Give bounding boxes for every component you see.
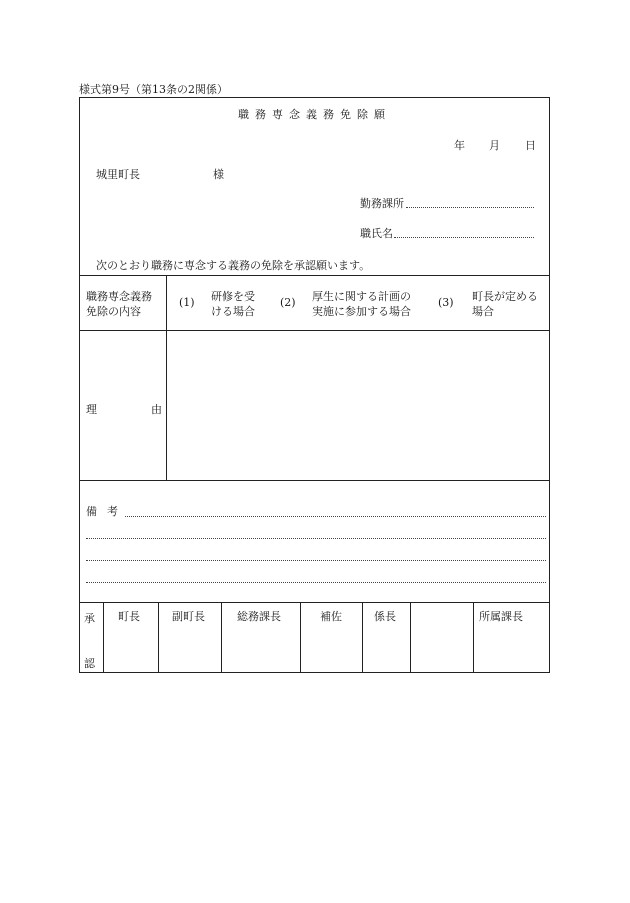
form-title: 職務専念義務免除願 [238,108,391,121]
reason-input-area[interactable] [167,331,549,480]
approval-divider [103,602,104,672]
option-1-text[interactable]: 研修を受 ける場合 [211,290,255,318]
remarks-line[interactable] [86,538,546,539]
addressee: 城里町長 [96,168,140,181]
approval-label-bottom: 認 [84,657,95,670]
remarks-line[interactable] [86,582,546,583]
approval-divider [410,602,411,672]
option-2-text[interactable]: 厚生に関する計画の 実施に参加する場合 [312,290,411,318]
reason-label-right: 由 [151,403,162,416]
office-label: 勤務課所 [360,197,404,210]
form-caption: 様式第9号（第13条の2関係） [79,83,228,96]
date-month: 月 [489,139,500,152]
option-1-num: (1) [179,296,195,309]
divider [80,275,549,276]
option-3-num: (3) [438,296,454,309]
date-day: 日 [525,139,536,152]
remarks-line[interactable] [86,560,546,561]
approval-deputy-mayor: 副町長 [172,610,205,623]
date-year: 年 [454,139,465,152]
remarks-label: 備考 [86,505,128,518]
approval-label-top: 承 [84,612,95,625]
divider [80,602,549,603]
option-3-text[interactable]: 町長が定める 場合 [472,290,538,318]
request-text: 次のとおり職務に専念する義務の免除を承認願います。 [96,259,371,272]
approval-divider [158,602,159,672]
approval-dept-chief: 所属課長 [479,610,523,623]
approval-divider [362,602,363,672]
reason-label-left: 理 [86,403,97,416]
approval-section-chief: 係長 [374,610,396,623]
approval-divider [221,602,222,672]
option-2-num: (2) [280,296,296,309]
name-input-line[interactable] [394,237,534,238]
approval-divider [473,602,474,672]
approval-divider [300,602,301,672]
office-input-line[interactable] [406,207,534,208]
divider [80,480,549,481]
approval-assistant: 補佐 [320,610,342,623]
name-label: 職氏名 [360,227,393,240]
category-header: 職務専念義務 免除の内容 [86,290,152,318]
form-frame [79,97,550,673]
remarks-line[interactable] [125,516,546,517]
honorific: 様 [213,168,224,181]
approval-mayor: 町長 [118,610,140,623]
approval-general-affairs-chief: 総務課長 [237,610,281,623]
